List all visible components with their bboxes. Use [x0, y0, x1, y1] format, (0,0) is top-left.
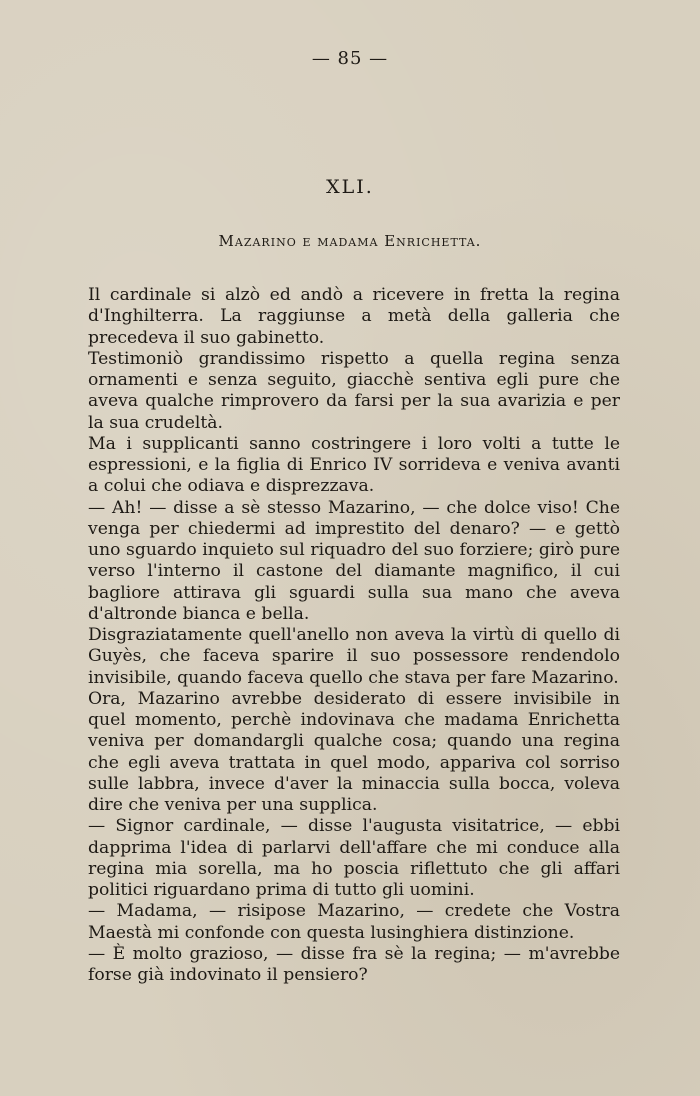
paragraph: Il cardinale si alzò ed andò a ricevere in fretta la regina d'Inghilterra. La raggiunse a metà della galleria che precedeva il suo gabinetto. — [88, 285, 620, 348]
paragraph: Testimoniò grandissimo rispetto a quella regina senza ornamenti e senza seguito, giacchè sentiva egli pure che aveva qualche rimprovero da farsi per la sua avarizia e per la sua crudeltà. — [88, 348, 620, 433]
paragraph: — È molto grazioso, — disse fra sè la regina; — m'avrebbe forse già indovinato il pensiero? — [88, 943, 620, 985]
paragraph: — Ah! — disse a sè stesso Mazarino, — che dolce viso! Che venga per chiedermi ad imprestito del denaro? — e gettò uno sguardo inquieto sul riquadro del suo forziere; girò pure verso l'interno il castone del diamante magnifico, il cui bagliore attirava gli sguardi sulla sua mano che aveva d'altronde bianca e bella. — [88, 497, 620, 624]
paragraph: — Madama, — risipose Mazarino, — credete che Vostra Maestà mi confonde con questa lusinghiera distinzione. — [88, 901, 620, 943]
chapter-title: Mazarino e madama Enrichetta. — [218, 232, 482, 250]
page-number: — 85 — — [311, 48, 389, 69]
body-text — [88, 285, 620, 986]
paragraph: — Signor cardinale, — disse l'augusta visitatrice, — ebbi dapprima l'idea di parlarvi dell'affare che mi conduce alla regina mia sorella, ma ho poscia riflettuto che gli affari politici riguardano prima di tutto gli uomini. — [88, 816, 620, 900]
paragraph: Disgraziatamente quell'anello non aveva la virtù di quello di Guyès, che faceva sparire il suo possessore rendendolo invisibile, quando faceva quello che stava per fare Mazarino. — [88, 625, 620, 688]
chapter-number: XLI. — [326, 176, 374, 198]
paragraph: Ora, Mazarino avrebbe desiderato di essere invisibile in quel momento, perchè indovinava che madama Enrichetta veniva per domandargli qualche cosa; quando una regina che egli aveva trattata in quel modo, appariva col sorriso sulle labbra, invece d'aver la minaccia sulla bocca, voleva dire che veniva per una supplica. — [88, 688, 620, 815]
paragraph: Ma i supplicanti sanno costringere i loro volti a tutte le espressioni, e la figlia di Enrico IV sorrideva e veniva avanti a colui che odiava e disprezzava. — [88, 433, 620, 497]
